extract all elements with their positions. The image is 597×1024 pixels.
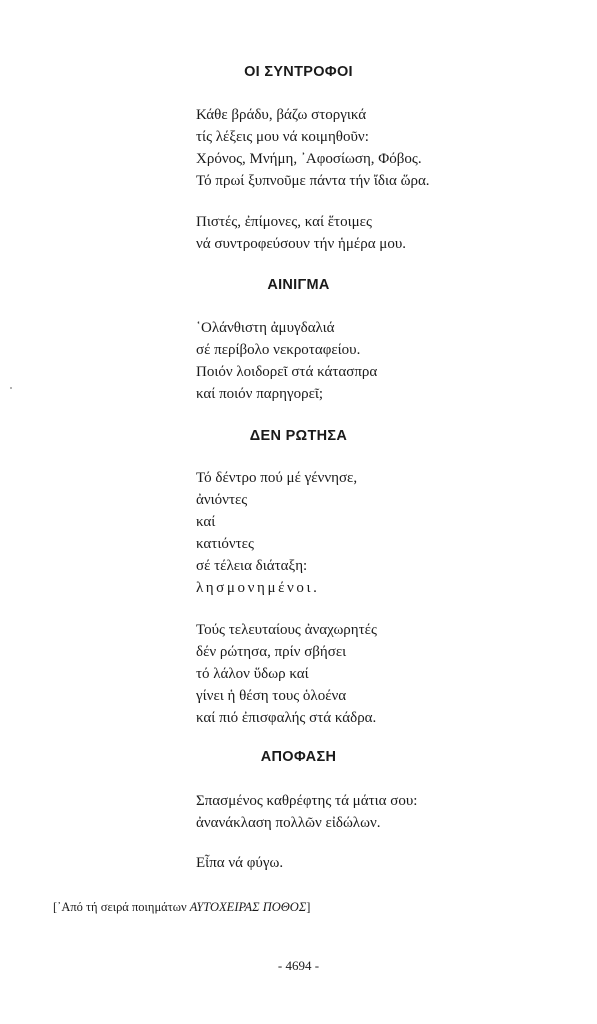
- source-prefix: [᾿Από τή σειρά ποιημάτων: [53, 900, 190, 914]
- verse-line: γίνει ἡ θέση τους ὁλοένα: [196, 688, 347, 704]
- verse-line: Τούς τελευταίους ἀναχωρητές: [196, 622, 377, 638]
- verse-line: ῾Ολάνθιστη ἀμυγδαλιά: [196, 320, 335, 336]
- verse-line: νά συντροφεύσουν τήν ἡμέρα μου.: [196, 236, 407, 252]
- verse-line-spaced: λησμονημένοι.: [196, 580, 320, 596]
- verse-line: καί: [196, 514, 216, 530]
- verse-line: Πιστές, ἐπίμονες, καί ἕτοιμες: [196, 214, 372, 230]
- poem-2-stanza-1: [196, 317, 377, 405]
- poem-title-apofasi: ΑΠΟΦΑΣΗ: [260, 749, 337, 765]
- poem-title-ainigma: ΑΙΝΙΓΜΑ: [267, 277, 330, 293]
- verse-line: σέ περίβολο νεκροταφείου.: [196, 342, 361, 358]
- verse-line: καί ποιόν παρηγορεῖ;: [196, 386, 324, 402]
- source-collection-title: ΑΥΤΟΧΕΙΡΑΣ ΠΟΘΟΣ: [189, 900, 307, 914]
- poem-1-stanza-1: [196, 104, 430, 192]
- scan-speck: [10, 387, 12, 389]
- poem-3-stanza-2: [196, 619, 377, 729]
- poem-1-stanza-2: [196, 211, 406, 255]
- verse-line: ἀνανάκλαση πολλῶν εἰδώλων.: [196, 815, 381, 831]
- verse-line: ἀνιόντες: [196, 492, 248, 508]
- verse-line: Τό πρωί ξυπνοῦμε πάντα τήν ἴδια ὥρα.: [196, 173, 430, 189]
- verse-line: Σπασμένος καθρέφτης τά μάτια σου:: [196, 793, 418, 809]
- poem-title-den-rotisa: ΔΕΝ ΡΩΤΗΣΑ: [249, 428, 348, 444]
- source-suffix: ]: [306, 900, 311, 914]
- poem-4-stanza-2: [196, 852, 283, 874]
- verse-line: κατιόντες: [196, 536, 254, 552]
- verse-line: Ποιόν λοιδορεῖ στά κάτασπρα: [196, 364, 378, 380]
- source-note: [53, 900, 310, 915]
- verse-line: δέν ρώτησα, πρίν σβήσει: [196, 644, 347, 660]
- verse-line: Τό δέντρο πού μέ γέννησε,: [196, 470, 358, 486]
- verse-line: Εἶπα νά φύγω.: [196, 855, 284, 871]
- poem-title-oi-syntrofoi: ΟΙ ΣΥΝΤΡΟΦΟΙ: [244, 64, 353, 80]
- verse-line: σέ τέλεια διάταξη:: [196, 558, 308, 574]
- page-number: - 4694 -: [277, 958, 320, 973]
- verse-line: καί πιό ἐπισφαλής στά κάδρα.: [196, 710, 377, 726]
- verse-line: τό λάλον ὕδωρ καί: [196, 666, 309, 682]
- verse-line: Κάθε βράδυ, βάζω στοργικά: [196, 107, 367, 123]
- poem-4-stanza-1: [196, 790, 417, 834]
- verse-line: Χρόνος, Μνήμη, ᾿Αφοσίωση, Φόβος.: [196, 151, 422, 167]
- verse-line: τίς λέξεις μου νά κοιμηθοῦν:: [196, 129, 369, 145]
- poem-3-stanza-1: [196, 467, 357, 599]
